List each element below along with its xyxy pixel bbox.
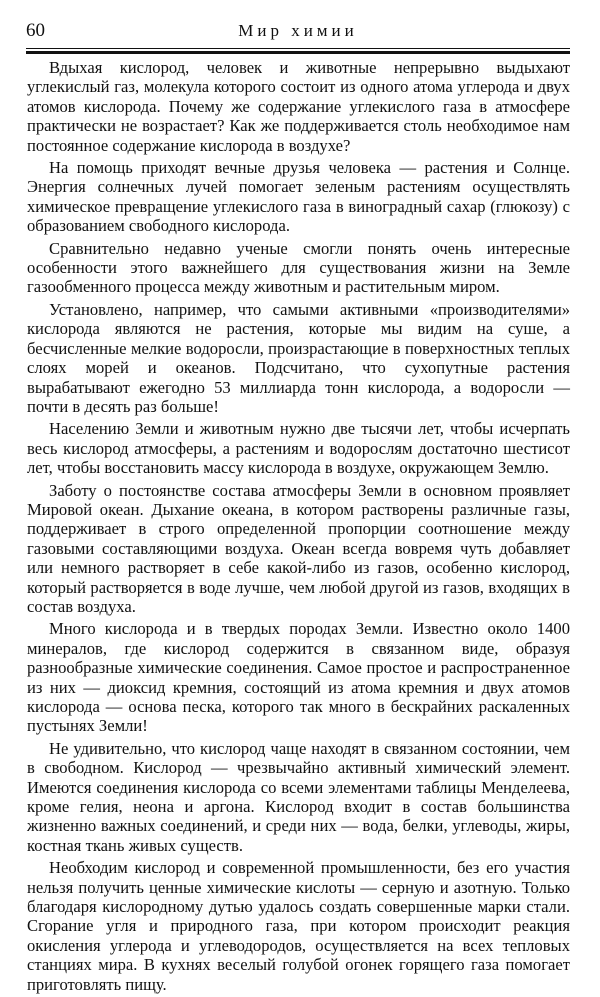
header-rule-thick — [26, 51, 570, 54]
paragraph: Необходим кислород и современной промышленности, без его участия нельзя получить ценные химические кислоты — серную и азотную. Только благодаря кислородному дутью удалось создать совершенные марки стали. Сгорание угля и природного газа, при котором происходит реакция окисления углерода и углеводородов, осуществляется на всех тепловых станциях мира. В кухнях веселый голубой огонек горящего газа помогает приготовлять пищу. — [27, 858, 570, 994]
page-number: 60 — [26, 20, 45, 41]
paragraph: Много кислорода и в твердых породах Земли. Известно около 1400 минералов, где кислород содержится в связанном виде, образуя разнообразные химические соединения. Самое простое и распространенное из них — диоксид кремния, состоящий из атома кремния и двух атомов кислорода — основа песка, которого так много в бескрайних раскаленных пустынях Земли! — [27, 619, 570, 736]
paragraph: Не удивительно, что кислород чаще находят в связанном состоянии, чем в свободном. Кислород — чрезвычайно активный химический элемент. Имеются соединения кислорода со всеми элементами таблицы Менделеева, кроме гелия, неона и аргона. Кислород входит в состав большинства жизненно важных соединений, и среди них — вода, белки, углеводы, жиры, костная ткань живых существ. — [27, 738, 570, 855]
paragraph: Установлено, например, что самыми активными «производителями» кислорода являются не растения, которые мы видим на суше, а бесчисленные мелкие водоросли, произрастающие в поверхностных теплых слоях морей и океанов. Подсчитано, что сухопутные растения вырабатывают ежегодно 53 миллиарда тонн кислорода, а водоросли — почти в десять раз больше! — [27, 299, 570, 416]
paragraph: Вдыхая кислород, человек и животные непрерывно выдыхают углекислый газ, молекула которого состоит из одного атома углерода и двух атомов кислорода. Почему же содержание углекислого газа в атмосфере практически не возрастает? Как же поддерживается столь необходимое нам постоянное содержание кислорода в воздухе? — [27, 58, 570, 155]
header-rule-thin — [26, 48, 570, 49]
paragraph: Заботу о постоянстве состава атмосферы Земли в основном проявляет Мировой океан. Дыхание океана, в котором растворены различные газы, поддерживает в строго определенной пропорции соотношение между газовыми составляющими воздуха. Океан всегда вовремя чуть добавляет или немного растворяет в себе какой-либо из газов, особенно кислород, который растворяется в воде лучше, чем любой другой из газов, входящих в состав воздуха. — [27, 480, 570, 616]
running-title: Мир химии — [238, 21, 358, 40]
body-text — [27, 58, 570, 997]
paragraph: На помощь приходят вечные друзья человека — растения и Солнце. Энергия солнечных лучей помогает зеленым растениям осуществлять химическое превращение углекислого газа в виноградный сахар (глюкозу) с образованием свободного кислорода. — [27, 158, 570, 236]
paragraph: Сравнительно недавно ученые смогли понять очень интересные особенности этого важнейшего для существования жизни на Земле газообменного процесса между животным и растительным миром. — [27, 238, 570, 297]
page-header — [26, 20, 570, 42]
paragraph: Населению Земли и животным нужно две тысячи лет, чтобы исчерпать весь кислород атмосферы, а растениям и водорослям достаточно шестисот лет, чтобы восстановить массу кислорода в воздухе, окружающем Землю. — [27, 419, 570, 478]
